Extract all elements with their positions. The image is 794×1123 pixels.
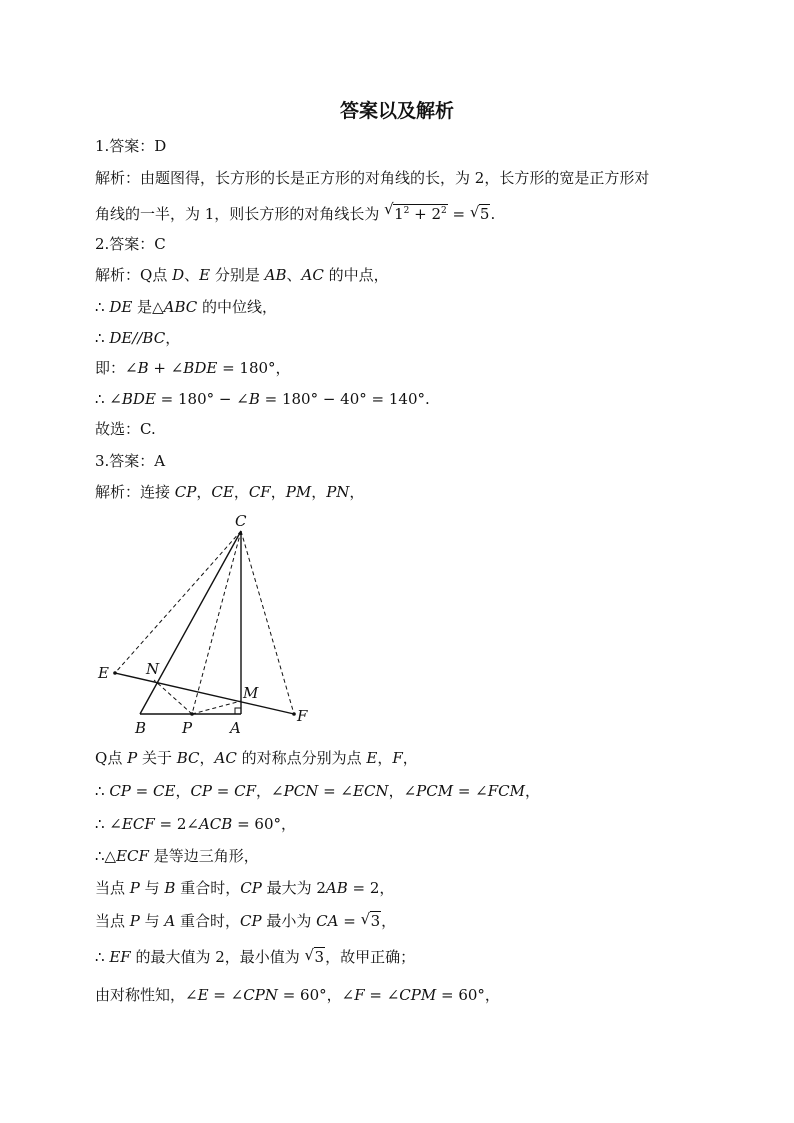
t: ∴ ∠ — [95, 390, 122, 408]
t: ABC — [163, 298, 198, 316]
t: = — [212, 782, 235, 800]
t: PCM — [416, 782, 454, 800]
t: P — [127, 749, 138, 767]
t: PN — [326, 483, 350, 501]
t: CP — [174, 483, 197, 501]
t: 的最大值为 2，最小值为 — [130, 948, 305, 966]
t: = 60°，∠ — [277, 986, 355, 1004]
t: ECF — [121, 815, 155, 833]
right-angle-mark — [235, 708, 241, 714]
t: 的中位线， — [197, 298, 278, 316]
t: ， — [270, 483, 286, 501]
t: E — [197, 986, 209, 1004]
t: CE — [153, 782, 176, 800]
t: ，∠ — [256, 782, 284, 800]
t: 点 — [107, 749, 128, 767]
radicand: 5 — [479, 205, 490, 223]
label-C: C — [235, 512, 247, 530]
label-E: E — [98, 664, 109, 682]
t: BC — [176, 749, 200, 767]
t: ∴ — [95, 329, 110, 347]
t: ， — [377, 749, 393, 767]
t: DE — [109, 329, 133, 347]
t: 解析： — [95, 266, 141, 284]
t: 是△ — [132, 298, 164, 316]
segment-BC — [140, 531, 241, 714]
label-F: F — [297, 707, 308, 725]
q3-line-3 — [95, 781, 540, 801]
t: PCN — [283, 782, 319, 800]
t: 与 — [139, 879, 165, 897]
t: EF — [109, 948, 131, 966]
because-symbol: Q — [140, 266, 153, 284]
t: AC — [301, 266, 324, 284]
t: 与 — [139, 912, 165, 930]
q3-answer: 3.答案：A — [95, 452, 166, 470]
q3-line-4 — [95, 814, 296, 834]
t: = 2∠ — [154, 815, 199, 833]
t: ， — [165, 329, 181, 347]
t: 的对称点分别为点 — [236, 749, 367, 767]
label-N: N — [146, 660, 160, 678]
t: 分别是 — [210, 266, 265, 284]
t: AB — [325, 879, 348, 897]
t: ， — [175, 782, 191, 800]
t: CP — [240, 912, 262, 930]
t: ∴ — [95, 948, 110, 966]
t: DE — [109, 298, 133, 316]
q2-line-1 — [95, 265, 389, 285]
t: A — [164, 912, 176, 930]
q3-line-9 — [95, 985, 500, 1005]
t: BC — [142, 329, 166, 347]
radicand: 3 — [314, 948, 325, 966]
text-segment: + — [409, 205, 432, 223]
q2-answer: 2.答案：C — [95, 235, 166, 253]
t: 点 — [152, 266, 173, 284]
t: = 180° − ∠ — [155, 390, 249, 408]
t: 、 — [184, 266, 200, 284]
q3-line-1 — [95, 482, 364, 502]
t: ， — [349, 483, 365, 501]
t: CF — [248, 483, 271, 501]
t: FCM — [487, 782, 526, 800]
text-segment: 2 — [431, 205, 442, 223]
label-A: A — [230, 719, 241, 737]
t: 是等边三角形， — [148, 847, 259, 865]
t: ∴ — [95, 298, 110, 316]
t: AC — [214, 749, 237, 767]
t: // — [132, 329, 143, 347]
q1-answer: 1.答案：D — [95, 137, 167, 155]
text-segment: 角线的一半，为 1，则长方形的对角线长为 — [95, 205, 380, 223]
t: CA — [316, 912, 339, 930]
t: ECN — [353, 782, 389, 800]
label-M: M — [243, 684, 259, 702]
t: = 180° − 40° = 140°. — [259, 390, 430, 408]
t: 即：∠ — [95, 359, 138, 377]
t: = 60°， — [232, 815, 296, 833]
t: E — [199, 266, 211, 284]
t: B — [164, 879, 176, 897]
t: = — [338, 912, 361, 930]
label-B: B — [135, 719, 147, 737]
sqrt-expression — [384, 201, 448, 224]
segment-PN — [154, 680, 192, 714]
t: + ∠ — [148, 359, 184, 377]
text-segment: 1 — [394, 205, 404, 223]
t: ， — [381, 912, 397, 930]
t: D — [172, 266, 185, 284]
t: PM — [285, 483, 312, 501]
exponent: 2 — [403, 206, 410, 216]
t: 重合时， — [175, 912, 241, 930]
sqrt-result — [470, 204, 491, 224]
t: ACB — [198, 815, 233, 833]
t: ， — [233, 483, 249, 501]
t: = ∠ — [453, 782, 488, 800]
t: CP — [109, 782, 131, 800]
t: 由对称性知，∠ — [95, 986, 198, 1004]
t: P — [129, 879, 140, 897]
t: BDE — [183, 359, 218, 377]
q3-line-7 — [95, 911, 396, 931]
t: ， — [402, 749, 418, 767]
t: F — [392, 749, 403, 767]
t: 关于 — [137, 749, 177, 767]
t: ∴△ — [95, 847, 117, 865]
segment-EF — [115, 673, 294, 714]
t: 解析：连接 — [95, 483, 175, 501]
t: CP — [190, 782, 213, 800]
t: AB — [264, 266, 287, 284]
sqrt-3 — [361, 911, 382, 931]
text-segment: . — [490, 205, 496, 223]
t: BDE — [121, 390, 156, 408]
t: = 60°， — [436, 986, 500, 1004]
t: CF — [234, 782, 257, 800]
q1-explanation-line-2 — [95, 201, 495, 224]
label-P: P — [182, 719, 193, 737]
t: ， — [311, 483, 327, 501]
t: = 180°， — [217, 359, 291, 377]
t: F — [354, 986, 365, 1004]
t: ， — [196, 483, 212, 501]
q3-line-2 — [95, 748, 418, 768]
exponent: 2 — [441, 206, 447, 216]
point-F — [292, 712, 296, 716]
t: CE — [211, 483, 234, 501]
point-E — [113, 671, 117, 675]
t: B — [248, 390, 260, 408]
t: ，故甲正确； — [325, 948, 416, 966]
t: 最大为 2 — [261, 879, 326, 897]
t: ∴ — [95, 782, 110, 800]
q2-line-4 — [95, 358, 291, 378]
t: B — [137, 359, 149, 377]
t: 最小为 — [261, 912, 317, 930]
t: = 2， — [347, 879, 395, 897]
t: = ∠ — [318, 782, 353, 800]
radicand: 3 — [370, 912, 381, 930]
t: CP — [240, 879, 262, 897]
q2-line-3 — [95, 328, 180, 348]
sqrt-3 — [305, 947, 326, 967]
t: 重合时， — [175, 879, 241, 897]
t: P — [129, 912, 140, 930]
because-symbol: Q — [95, 749, 108, 767]
t: ， — [199, 749, 215, 767]
t: = ∠ — [208, 986, 244, 1004]
t: ，∠ — [388, 782, 417, 800]
t: 、 — [286, 266, 302, 284]
q2-line-6: 故选：C. — [95, 420, 156, 438]
page-title: 答案以及解析 — [339, 100, 454, 122]
point-P — [190, 712, 194, 716]
t: = — [130, 782, 153, 800]
t: 当点 — [95, 879, 130, 897]
q3-line-6 — [95, 878, 394, 898]
q2-line-5 — [95, 389, 430, 409]
q1-explanation-line-1: 解析：由题图得，长方形的长是正方形的对角线的长，为 2，长方形的宽是正方形对 — [95, 169, 650, 187]
geometry-figure — [90, 508, 320, 743]
t: ， — [525, 782, 541, 800]
t: ∴ ∠ — [95, 815, 122, 833]
t: = ∠ — [364, 986, 400, 1004]
t: CPM — [399, 986, 437, 1004]
t: CPN — [243, 986, 278, 1004]
t: E — [366, 749, 378, 767]
t: ECF — [116, 847, 149, 865]
q3-line-5 — [95, 846, 259, 866]
t: 的中点， — [323, 266, 389, 284]
text-segment: = — [447, 205, 470, 223]
t: 当点 — [95, 912, 130, 930]
q2-line-2 — [95, 297, 277, 317]
q3-line-8 — [95, 947, 415, 967]
segment-PM — [192, 701, 241, 714]
